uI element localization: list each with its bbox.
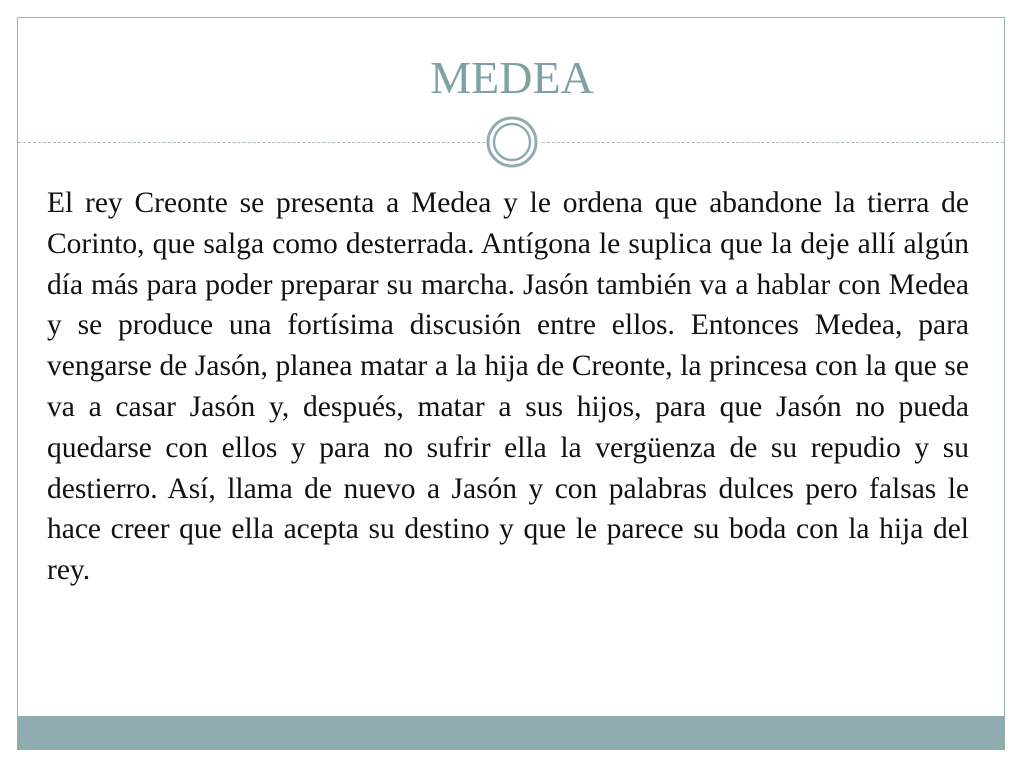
slide-title: MEDEA [430, 52, 594, 103]
circle-ornament-icon [484, 114, 540, 170]
slide-body-text: El rey Creonte se presenta a Medea y le ordena que abandone la tierra de Corinto, que salga como desterrada. Antígona le suplica que la deje allí algún día más para poder preparar su marcha. Jasón también va a hablar con Medea y se produce una fortísima discusión entre ellos. Entonces Medea, para vengarse de Jasón, planea matar a la hija de Creonte, la princesa con la que se va a casar Jasón y, después, matar a sus hijos, para que Jasón no pueda quedarse con ellos y para no sufrir ella la vergüenza de su repudio y su destierro. Así, llama de nuevo a Jasón y con palabras dulces pero falsas le hace creer que ella acepta su destino y que le parece su boda con la hija del rey. [47, 187, 969, 587]
footer-bar [17, 716, 1005, 750]
